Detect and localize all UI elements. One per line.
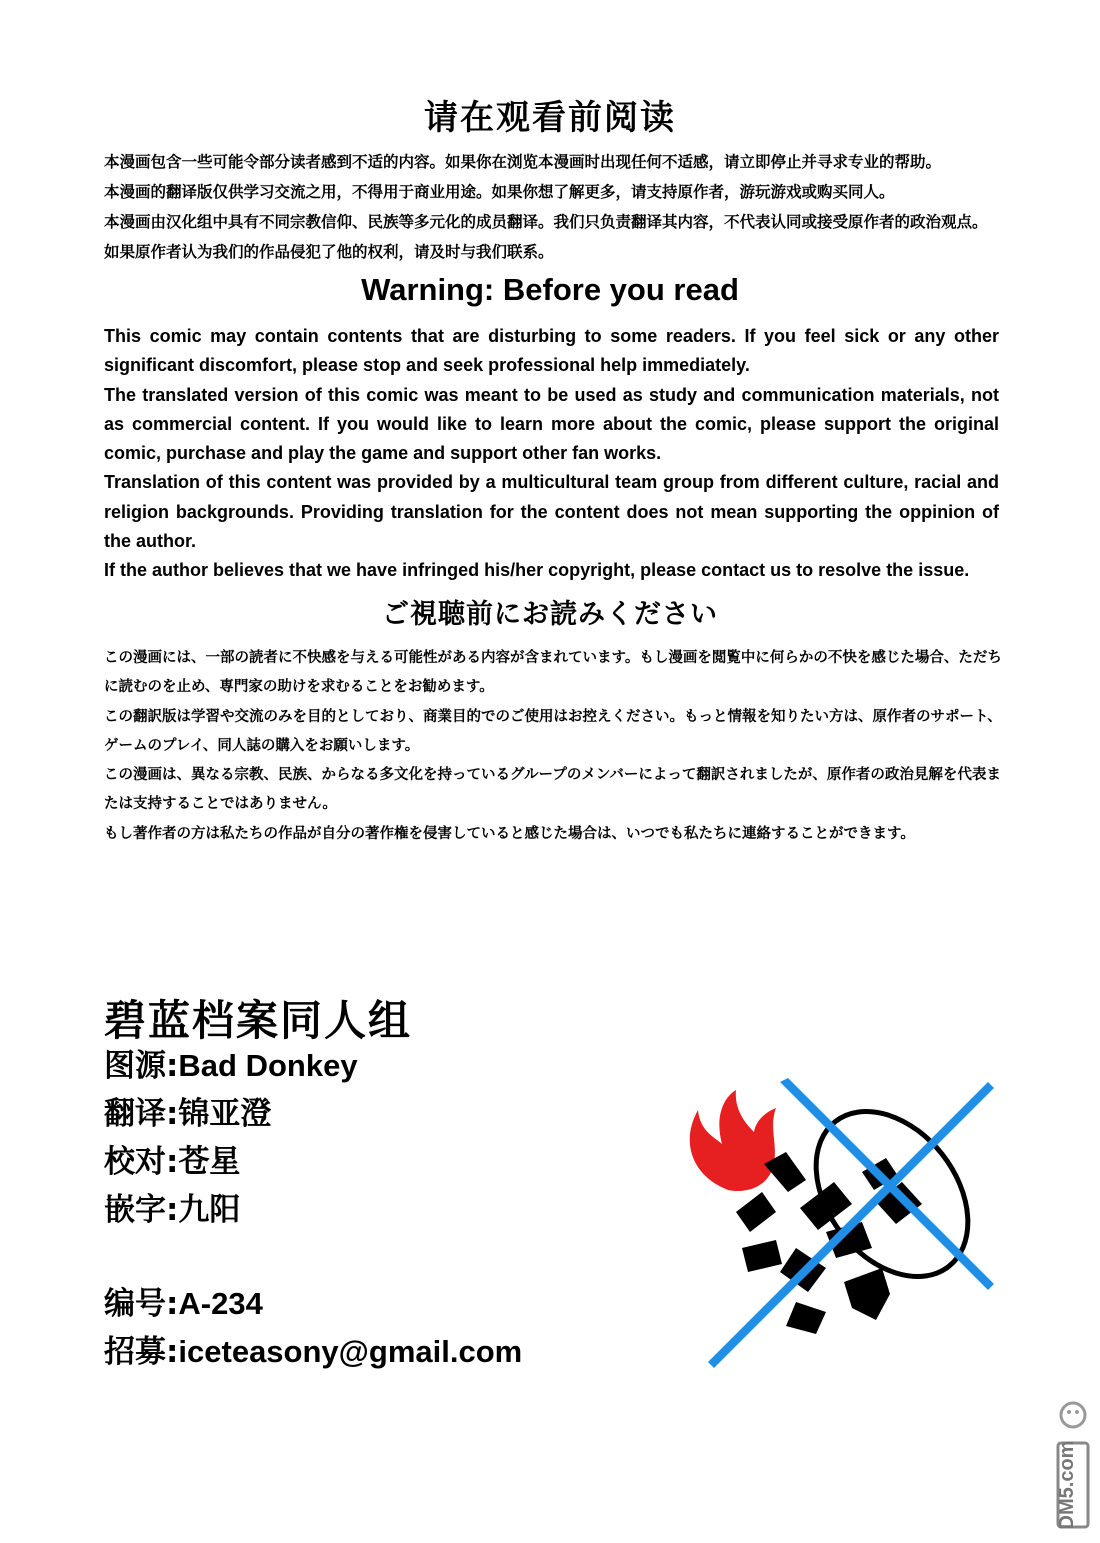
notice-title-en: Warning: Before you read (361, 272, 739, 307)
notice-paragraph-en: If the author believes that we have infringed his/her copyright, please contact us to resolve the issue. (104, 560, 970, 581)
credit-value: 苍星 (178, 1144, 241, 1179)
credit-proofreader (104, 1138, 358, 1186)
dm5-watermark-icon (1055, 1385, 1091, 1530)
credit-label: 图源: (104, 1048, 179, 1084)
recruit-email: iceteasony@gmail.com (178, 1334, 523, 1369)
notice-line-ja: この翻訳版は学習や交流のみを目的としており、商業目的でのご使用はお控えください。もっと情報を知りたい方は、原作者のサポート、ゲームのプレイ、同人誌の購入をお願いします。 (104, 708, 1002, 754)
notice-title-ja: ご視聴前にお読みください (382, 599, 718, 630)
meta-value: A-234 (178, 1286, 263, 1321)
notice-line-zh: 如果原作者认为我们的作品侵犯了他的权利，请及时与我们联系。 (104, 243, 554, 261)
credit-label: 校对: (104, 1144, 179, 1180)
notice-line-zh: 本漫画由汉化组中具有不同宗教信仰、民族等多元化的成员翻译。我们只负责翻译其内容，不代表认同或接受原作者的政治观点。 (104, 213, 988, 231)
notice-body-zh (104, 147, 1004, 267)
notice-line-ja: もし著作者の方は私たちの作品が自分の著作権を侵害していると感じた場合は、いつでも私たちに連絡することができます。 (104, 825, 915, 842)
group-emblem-icon (676, 1072, 1006, 1372)
notice-paragraph-en: The translated version of this comic was meant to be used as study and communication materials, not as commercial content. If you would like to learn more about the comic, please support the original comic, purchase and play the game and support other fan works. (104, 384, 999, 464)
credit-label: 嵌字: (104, 1192, 179, 1228)
credit-value: 九阳 (178, 1192, 241, 1227)
meta-recruit (104, 1328, 522, 1376)
credit-label: 翻译: (104, 1096, 179, 1132)
notice-line-zh: 本漫画包含一些可能令部分读者感到不适的内容。如果你在浏览本漫画时出现任何不适感，请立即停止并寻求专业的帮助。 (104, 153, 942, 171)
credit-value: 锦亚澄 (178, 1096, 272, 1131)
notice-title-zh: 请在观看前阅读 (424, 98, 676, 138)
meta-label: 招募: (104, 1334, 179, 1370)
notice-line-ja: この漫画には、一部の読者に不快感を与える可能性がある内容が含まれています。もし漫画を閲覧中に何らかの不快を感じた場合、ただちに読むのを止め、専門家の助けを求むることをお勧めます。 (104, 650, 1002, 696)
notice-paragraph-en: This comic may contain contents that are disturbing to some readers. If you feel sick or any other significant discomfort, please stop and seek professional help immediately. (104, 326, 999, 376)
meta-number (104, 1280, 522, 1328)
notice-paragraph-en: Translation of this content was provided by a multicultural team group from different culture, racial and religion backgrounds. Providing translation for the content does not mean supporting the oppinion of the author. (104, 472, 999, 552)
meta-label: 编号: (104, 1286, 179, 1322)
group-name: 碧蓝档案同人组 (104, 996, 413, 1045)
notice-line-zh: 本漫画的翻译版仅供学习交流之用，不得用于商业用途。如果你想了解更多，请支持原作者，游玩游戏或购买同人。 (104, 183, 895, 201)
notice-line-ja: この漫画は、異なる宗教、民族、からなる多文化を持っているグループのメンバーによって翻訳されましたが、原作者の政治見解を代表または支持することではありません。 (104, 767, 1001, 813)
meta-list (104, 1280, 522, 1376)
credit-source (104, 1042, 358, 1090)
flame-icon (690, 1090, 776, 1191)
credit-typesetter (104, 1186, 358, 1234)
watermark-text: DM5.com (1056, 1440, 1078, 1530)
credit-translator (104, 1090, 358, 1138)
notice-body-en (104, 322, 999, 586)
credits-list (104, 1042, 358, 1234)
credit-value: Bad Donkey (178, 1048, 358, 1083)
notice-body-ja (104, 644, 1004, 849)
